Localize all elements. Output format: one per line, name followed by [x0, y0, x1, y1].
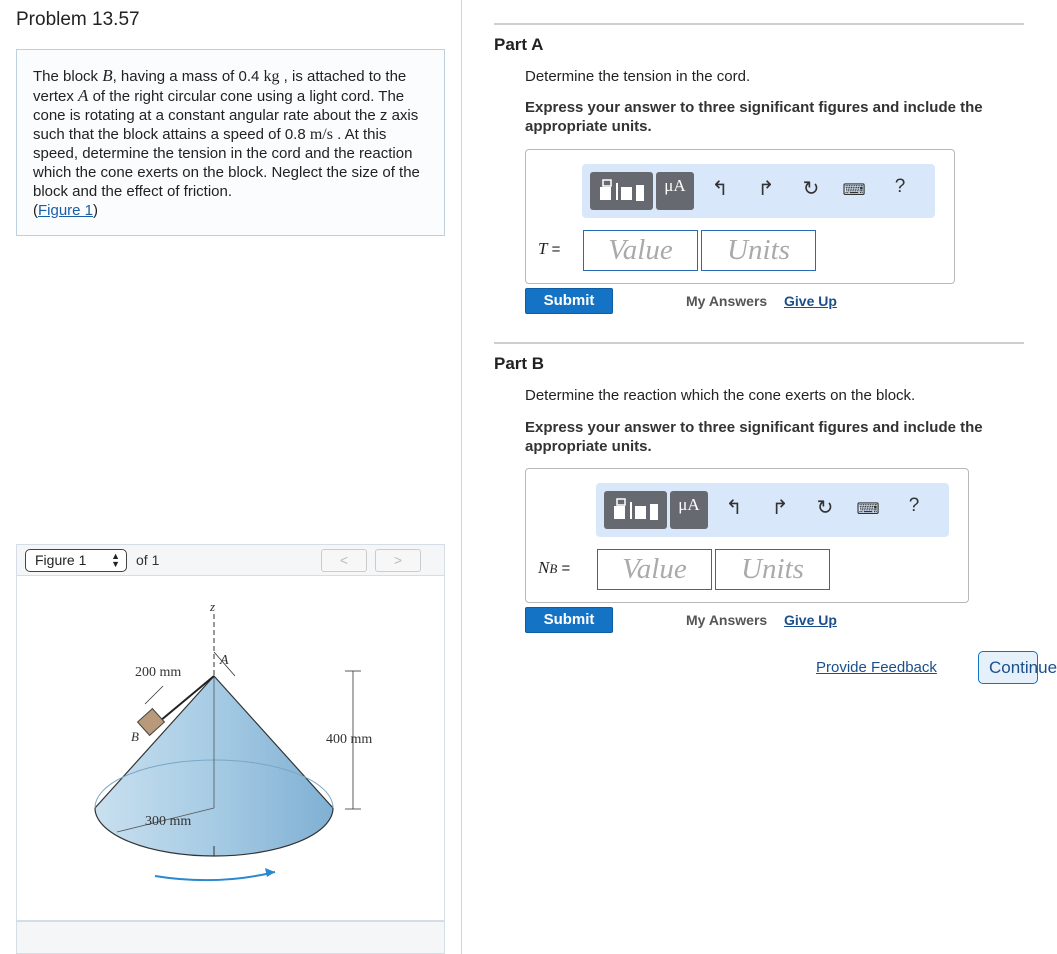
part-a-my-answers[interactable]: My Answers: [686, 293, 768, 309]
label-B: B: [131, 729, 139, 744]
redo-icon[interactable]: ↱: [771, 497, 789, 519]
part-a-value-input[interactable]: Value: [583, 230, 698, 271]
templates-button[interactable]: [604, 491, 667, 529]
label-300mm: 300 mm: [145, 814, 192, 829]
part-b-my-answers[interactable]: My Answers: [686, 612, 768, 628]
redo-icon[interactable]: ↱: [757, 178, 775, 200]
figure-area: [16, 576, 445, 921]
part-b-give-up[interactable]: Give Up: [784, 612, 837, 628]
part-b-value-input[interactable]: Value: [597, 549, 712, 590]
part-a-separator: [494, 23, 1024, 25]
templates-icon: [590, 172, 653, 210]
part-b-title: Part B: [494, 354, 545, 373]
help-icon[interactable]: ?: [894, 176, 906, 197]
templates-icon: [604, 491, 667, 529]
part-a-title: Part A: [494, 35, 544, 54]
undo-icon[interactable]: ↰: [711, 178, 729, 200]
cone-figure: [17, 576, 446, 921]
units-mu-button[interactable]: μA: [670, 491, 708, 529]
figure-link[interactable]: Figure 1: [38, 202, 94, 219]
part-a-submit-button[interactable]: Submit: [525, 288, 613, 314]
part-a-units-input[interactable]: Units: [701, 230, 816, 271]
rotation-arrow: [155, 872, 275, 880]
block-B: [138, 709, 165, 736]
figure-navigation: [16, 544, 445, 576]
label-400mm: 400 mm: [326, 732, 373, 747]
column-divider: [461, 0, 462, 954]
part-a-question: Determine the tension in the cord.: [525, 68, 751, 85]
part-b-instruction: Express your answer to three significant figures and include the appropriate units.: [525, 419, 983, 455]
part-b-question: Determine the reaction which the cone exerts on the block.: [525, 387, 916, 404]
label-z: z: [210, 599, 216, 614]
prev-figure-button[interactable]: <: [321, 549, 367, 572]
templates-button[interactable]: [590, 172, 653, 210]
label-200mm: 200 mm: [135, 665, 182, 680]
figure-select[interactable]: Figure 1 ▲ ▼: [25, 549, 127, 572]
keyboard-icon[interactable]: ⌨: [856, 501, 880, 518]
part-a-give-up[interactable]: Give Up: [784, 293, 837, 309]
provide-feedback-link[interactable]: Provide Feedback: [816, 659, 937, 676]
figure-count: of 1: [136, 552, 160, 568]
reset-icon[interactable]: ↻: [802, 178, 820, 200]
reset-icon[interactable]: ↻: [816, 497, 834, 519]
dim-slant-line: [145, 686, 163, 704]
part-b-answer-box: [525, 468, 969, 603]
part-b-toolbar: [596, 483, 949, 537]
continue-button[interactable]: Continue: [978, 651, 1038, 684]
figure-footer: [16, 921, 445, 954]
next-figure-button[interactable]: >: [375, 549, 421, 572]
units-mu-button[interactable]: μA: [656, 172, 694, 210]
problem-statement: The block B, having a mass of 0.4 kg , is attached to the vertex A of the right circular cone using a light cord. The cone is rotating at a constant angular rate about the z axis such that the block attains a speed of 0.8 m/s . At this speed, determine the tension in the cord and the reaction which the cone exerts on the block. Neglect the size of the block and the effect of friction. (Figure 1): [16, 49, 445, 236]
part-a-toolbar: [582, 164, 935, 218]
label-A: A: [220, 653, 229, 668]
part-b-var-label: NB =: [538, 558, 571, 577]
help-icon[interactable]: ?: [908, 495, 920, 516]
problem-title: Problem 13.57: [16, 9, 140, 30]
part-b-separator: [494, 342, 1024, 344]
problem-panel: [0, 0, 462, 954]
keyboard-icon[interactable]: ⌨: [842, 182, 866, 199]
select-arrows-icon: ▲ ▼: [111, 551, 120, 569]
part-b-units-input[interactable]: Units: [715, 549, 830, 590]
rotation-arrow-head: [265, 868, 275, 877]
part-a-answer-box: [525, 149, 955, 284]
part-a-instruction: Express your answer to three significant figures and include the appropriate units.: [525, 99, 983, 135]
part-a-var-label: T =: [538, 239, 561, 258]
part-b-submit-button[interactable]: Submit: [525, 607, 613, 633]
undo-icon[interactable]: ↰: [725, 497, 743, 519]
